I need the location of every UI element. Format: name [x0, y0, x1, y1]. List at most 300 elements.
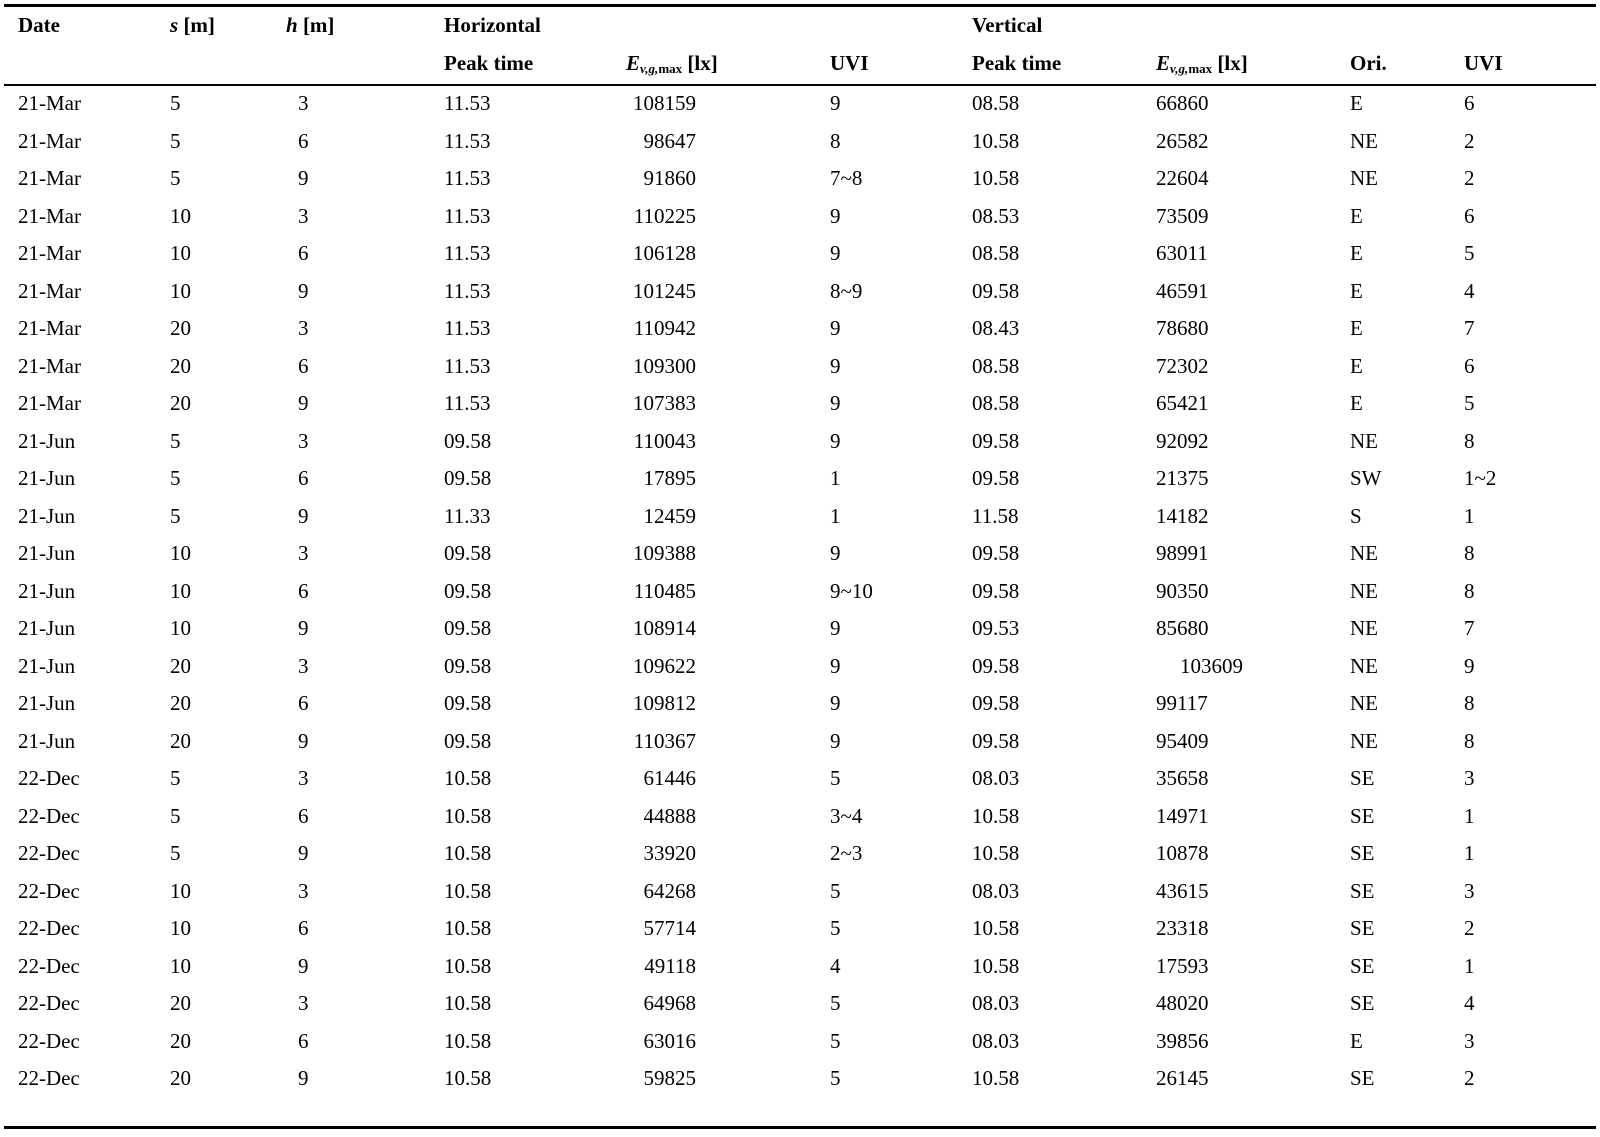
cell-h-uvi: 5 [830, 878, 841, 903]
header-v-ev-max: max [1188, 61, 1213, 76]
cell-v-peak-time: 10.58 [972, 128, 1020, 153]
cell-v-ori: E [1350, 278, 1363, 303]
cell-v-uvi: 4 [1464, 991, 1475, 1015]
header-horizontal: Horizontal [444, 13, 541, 37]
table-row [4, 759, 1596, 797]
cell-date: 21-Mar [18, 166, 81, 190]
cell-h-uvi: 1 [830, 503, 841, 528]
cell-h-uvi: 9 [830, 391, 841, 415]
cell-h: 3 [298, 203, 309, 228]
cell-h-peak-time: 09.58 [444, 578, 492, 603]
cell-h-ev: 17895 [643, 466, 696, 490]
cell-v-ori: SE [1350, 916, 1375, 940]
cell-h-ev: 110485 [633, 578, 696, 603]
cell-h-uvi: 5 [830, 1066, 841, 1090]
cell-v-peak-time: 09.58 [972, 578, 1020, 603]
cell-h: 3 [298, 316, 309, 340]
cell-h-uvi: 3~4 [830, 803, 863, 828]
cell-v-ori: S [1350, 503, 1362, 528]
cell-v-ev: 85680 [1156, 616, 1209, 640]
cell-h-peak-time: 11.53 [444, 203, 491, 228]
cell-v-ori: SW [1350, 466, 1382, 490]
cell-v-ev: 14971 [1156, 803, 1209, 828]
cell-v-peak-time: 09.58 [972, 541, 1020, 565]
cell-v-ori: SE [1350, 953, 1375, 978]
table-bottom-rule [4, 1126, 1596, 1129]
cell-h-ev: 98647 [643, 128, 696, 153]
cell-v-ev: 99117 [1156, 691, 1208, 715]
cell-date: 22-Dec [18, 953, 80, 978]
cell-h: 6 [298, 466, 309, 490]
cell-h-peak-time: 09.58 [444, 428, 492, 453]
cell-h-ev: 110225 [633, 203, 696, 228]
cell-v-ev: 14182 [1156, 503, 1209, 528]
cell-h: 3 [298, 766, 309, 790]
table-row [4, 309, 1596, 347]
cell-h-peak-time: 10.58 [444, 766, 492, 790]
table-row [4, 384, 1596, 422]
cell-v-peak-time: 09.58 [972, 691, 1020, 715]
cell-v-ori: NE [1350, 578, 1378, 603]
cell-s: 5 [170, 166, 181, 190]
cell-h-uvi: 5 [830, 766, 841, 790]
cell-v-peak-time: 08.03 [972, 1028, 1020, 1053]
cell-v-ev: 39856 [1156, 1028, 1209, 1053]
cell-h-ev: 109622 [633, 653, 696, 678]
cell-h-ev: 101245 [633, 278, 696, 303]
cell-v-peak-time: 10.58 [972, 1066, 1020, 1090]
cell-v-ev: 46591 [1156, 278, 1209, 303]
cell-s: 5 [170, 503, 181, 528]
cell-v-uvi: 1 [1464, 841, 1475, 865]
cell-v-ori: NE [1350, 653, 1378, 678]
cell-h-uvi: 8~9 [830, 278, 863, 303]
header-h-ev-subscript: v,g, [640, 61, 659, 76]
header-v-uvi: UVI [1464, 51, 1503, 75]
cell-h: 9 [298, 841, 309, 865]
cell-v-ev: 95409 [1156, 728, 1209, 753]
cell-v-peak-time: 08.43 [972, 316, 1020, 340]
cell-h-uvi: 5 [830, 916, 841, 940]
table-row [4, 497, 1596, 535]
header-h-uvi: UVI [830, 51, 869, 75]
cell-h-uvi: 8 [830, 128, 841, 153]
cell-h-peak-time: 09.58 [444, 728, 492, 753]
cell-h: 9 [298, 728, 309, 753]
cell-s: 5 [170, 803, 181, 828]
cell-h-peak-time: 11.53 [444, 278, 491, 303]
cell-s: 10 [170, 953, 191, 978]
cell-v-uvi: 1~2 [1464, 466, 1497, 490]
cell-h: 3 [298, 991, 309, 1015]
cell-h: 6 [298, 1028, 309, 1053]
cell-h-peak-time: 10.58 [444, 841, 492, 865]
cell-h: 6 [298, 353, 309, 378]
cell-date: 22-Dec [18, 1066, 80, 1090]
cell-h: 6 [298, 803, 309, 828]
cell-h: 6 [298, 916, 309, 940]
cell-v-ev: 72302 [1156, 353, 1209, 378]
table-row [4, 122, 1596, 160]
cell-v-ori: NE [1350, 428, 1378, 453]
cell-v-ori: E [1350, 1028, 1363, 1053]
cell-s: 10 [170, 241, 191, 265]
cell-date: 21-Jun [18, 428, 76, 453]
cell-v-ori: SE [1350, 991, 1375, 1015]
cell-v-uvi: 8 [1464, 728, 1475, 753]
cell-h-uvi: 9 [830, 91, 841, 115]
cell-v-uvi: 6 [1464, 203, 1475, 228]
table-row [4, 684, 1596, 722]
cell-h-ev: 33920 [643, 841, 696, 865]
header-s-symbol: s [170, 13, 179, 37]
cell-s: 10 [170, 278, 191, 303]
header-v-orientation: Ori. [1350, 51, 1387, 75]
cell-h-uvi: 7~8 [830, 166, 863, 190]
cell-date: 21-Jun [18, 466, 76, 490]
cell-date: 22-Dec [18, 841, 80, 865]
cell-v-uvi: 1 [1464, 953, 1475, 978]
cell-h: 3 [298, 541, 309, 565]
cell-h-uvi: 9 [830, 541, 841, 565]
cell-h-ev: 110942 [633, 316, 696, 340]
cell-v-uvi: 7 [1464, 316, 1475, 340]
cell-v-uvi: 1 [1464, 803, 1475, 828]
cell-v-ori: SE [1350, 841, 1375, 865]
header-h-ev-unit: [lx] [687, 51, 718, 75]
cell-v-ev: 26582 [1156, 128, 1209, 153]
table-row [4, 647, 1596, 685]
header-date: Date [18, 13, 60, 37]
cell-h-ev: 44888 [643, 803, 696, 828]
cell-s: 5 [170, 766, 181, 790]
cell-h-peak-time: 11.53 [444, 128, 491, 153]
cell-s: 5 [170, 428, 181, 453]
cell-v-ev: 23318 [1156, 916, 1209, 940]
cell-h-peak-time: 10.58 [444, 991, 492, 1015]
cell-v-ev: 21375 [1156, 466, 1209, 490]
cell-date: 21-Mar [18, 241, 81, 265]
cell-h-ev: 109300 [633, 353, 696, 378]
cell-v-uvi: 3 [1464, 1028, 1475, 1053]
cell-h-peak-time: 10.58 [444, 878, 492, 903]
cell-v-peak-time: 08.58 [972, 391, 1020, 415]
cell-v-uvi: 2 [1464, 1066, 1475, 1090]
cell-v-uvi: 3 [1464, 766, 1475, 790]
cell-v-ori: NE [1350, 691, 1378, 715]
cell-s: 5 [170, 91, 181, 115]
header-h-peak-time: Peak time [444, 51, 534, 75]
header-h-ev-max: max [658, 61, 683, 76]
cell-h: 3 [298, 878, 309, 903]
table-row [4, 159, 1596, 197]
cell-date: 22-Dec [18, 803, 80, 828]
header-s-unit: [m] [183, 13, 215, 37]
cell-v-peak-time: 08.03 [972, 991, 1020, 1015]
cell-s: 20 [170, 653, 191, 678]
table-row [4, 234, 1596, 272]
cell-h-peak-time: 09.58 [444, 653, 492, 678]
header-v-ev-subscript: v,g, [1170, 61, 1189, 76]
cell-h: 6 [298, 691, 309, 715]
cell-v-peak-time: 08.58 [972, 353, 1020, 378]
cell-v-ori: NE [1350, 166, 1378, 190]
cell-s: 10 [170, 578, 191, 603]
cell-v-ev: 22604 [1156, 166, 1209, 190]
cell-h-peak-time: 11.53 [444, 353, 491, 378]
cell-v-ev: 66860 [1156, 91, 1209, 115]
cell-h-uvi: 5 [830, 991, 841, 1015]
cell-h-peak-time: 10.58 [444, 1028, 492, 1053]
cell-h-uvi: 9 [830, 353, 841, 378]
cell-v-ori: E [1350, 391, 1363, 415]
cell-h-ev: 110367 [633, 728, 696, 753]
cell-v-peak-time: 09.53 [972, 616, 1020, 640]
header-h-illuminance [626, 44, 718, 82]
table-row [4, 272, 1596, 310]
cell-h-ev: 61446 [643, 766, 696, 790]
cell-s: 20 [170, 991, 191, 1015]
cell-h-ev: 57714 [643, 916, 696, 940]
cell-v-ori: E [1350, 241, 1363, 265]
cell-h-ev: 109388 [633, 541, 696, 565]
cell-h: 9 [298, 166, 309, 190]
table-row [4, 1022, 1596, 1060]
cell-date: 21-Jun [18, 503, 76, 528]
cell-date: 21-Mar [18, 316, 81, 340]
cell-date: 22-Dec [18, 916, 80, 940]
cell-h: 3 [298, 653, 309, 678]
header-h-ev-symbol: E [626, 51, 641, 75]
cell-v-peak-time: 08.58 [972, 241, 1020, 265]
cell-h-ev: 108159 [633, 91, 696, 115]
cell-h-ev: 91860 [643, 166, 696, 190]
cell-h: 9 [298, 278, 309, 303]
cell-s: 10 [170, 541, 191, 565]
cell-h: 9 [298, 616, 309, 640]
cell-v-ev: 65421 [1156, 391, 1209, 415]
cell-v-uvi: 8 [1464, 578, 1475, 603]
cell-date: 21-Jun [18, 616, 76, 640]
cell-h-peak-time: 11.53 [444, 166, 491, 190]
cell-v-uvi: 3 [1464, 878, 1475, 903]
cell-v-peak-time: 10.58 [972, 803, 1020, 828]
cell-h-peak-time: 11.53 [444, 391, 491, 415]
cell-h: 3 [298, 91, 309, 115]
cell-h-uvi: 9 [830, 728, 841, 753]
cell-date: 21-Mar [18, 391, 81, 415]
cell-h-ev: 110043 [633, 428, 696, 453]
header-vertical: Vertical [972, 13, 1043, 37]
header-row-2 [4, 44, 1596, 82]
cell-h-ev: 109812 [633, 691, 696, 715]
header-v-peak-time: Peak time [972, 51, 1062, 75]
header-h-unit: [m] [302, 13, 335, 37]
table-row [4, 909, 1596, 947]
cell-h-ev: 59825 [643, 1066, 696, 1090]
table-row [4, 347, 1596, 385]
cell-v-peak-time: 09.58 [972, 278, 1020, 303]
cell-s: 20 [170, 1028, 191, 1053]
cell-v-ori: SE [1350, 803, 1375, 828]
cell-h-ev: 108914 [633, 616, 696, 640]
cell-h-ev: 64268 [643, 878, 696, 903]
table-row [4, 84, 1596, 122]
cell-date: 21-Jun [18, 728, 76, 753]
cell-s: 10 [170, 616, 191, 640]
cell-h: 9 [298, 1066, 309, 1090]
cell-s: 5 [170, 841, 181, 865]
cell-date: 21-Mar [18, 353, 81, 378]
cell-v-peak-time: 10.58 [972, 953, 1020, 978]
table-row [4, 947, 1596, 985]
cell-h-uvi: 9 [830, 316, 841, 340]
table-row [4, 872, 1596, 910]
cell-h-ev: 106128 [633, 241, 696, 265]
cell-v-peak-time: 10.58 [972, 841, 1020, 865]
cell-v-ori: NE [1350, 128, 1378, 153]
cell-v-ori: NE [1350, 728, 1378, 753]
cell-date: 22-Dec [18, 878, 80, 903]
cell-v-peak-time: 09.58 [972, 428, 1020, 453]
cell-v-ori: E [1350, 203, 1363, 228]
cell-h: 3 [298, 428, 309, 453]
cell-v-uvi: 2 [1464, 916, 1475, 940]
cell-date: 21-Jun [18, 691, 76, 715]
cell-h-ev: 107383 [633, 391, 696, 415]
cell-v-uvi: 8 [1464, 691, 1475, 715]
cell-s: 10 [170, 916, 191, 940]
cell-v-uvi: 2 [1464, 128, 1475, 153]
cell-v-ev: 10878 [1156, 841, 1209, 865]
cell-v-ori: E [1350, 316, 1363, 340]
cell-h: 9 [298, 391, 309, 415]
cell-v-peak-time: 09.58 [972, 728, 1020, 753]
cell-h-uvi: 9 [830, 653, 841, 678]
cell-v-peak-time: 09.58 [972, 466, 1020, 490]
cell-v-uvi: 6 [1464, 353, 1475, 378]
cell-h-peak-time: 11.33 [444, 503, 491, 528]
cell-v-peak-time: 08.03 [972, 878, 1020, 903]
table-row [4, 834, 1596, 872]
table-row [4, 459, 1596, 497]
cell-v-peak-time: 08.53 [972, 203, 1020, 228]
cell-v-ori: SE [1350, 766, 1375, 790]
cell-h-ev: 49118 [644, 953, 696, 978]
cell-v-ori: NE [1350, 616, 1378, 640]
cell-h-peak-time: 11.53 [444, 316, 491, 340]
cell-h: 6 [298, 128, 309, 153]
cell-s: 20 [170, 316, 191, 340]
cell-v-ev: 63011 [1156, 241, 1208, 265]
cell-v-peak-time: 09.58 [972, 653, 1020, 678]
cell-h-uvi: 1 [830, 466, 841, 490]
cell-h-uvi: 9 [830, 428, 841, 453]
cell-h-peak-time: 10.58 [444, 916, 492, 940]
cell-h-peak-time: 09.58 [444, 541, 492, 565]
cell-v-uvi: 5 [1464, 241, 1475, 265]
cell-s: 10 [170, 878, 191, 903]
cell-h-uvi: 9 [830, 203, 841, 228]
cell-date: 21-Jun [18, 653, 76, 678]
cell-s: 20 [170, 691, 191, 715]
table-row [4, 534, 1596, 572]
table-row [4, 797, 1596, 835]
cell-v-uvi: 1 [1464, 503, 1475, 528]
cell-v-ev: 98991 [1156, 541, 1209, 565]
cell-h-uvi: 9~10 [830, 578, 873, 603]
cell-date: 22-Dec [18, 766, 80, 790]
cell-h-uvi: 9 [830, 691, 841, 715]
header-s [170, 6, 215, 44]
cell-v-ori: SE [1350, 1066, 1375, 1090]
cell-s: 5 [170, 128, 181, 153]
cell-v-peak-time: 08.58 [972, 91, 1020, 115]
table-row [4, 722, 1596, 760]
table-row [4, 197, 1596, 235]
cell-h-peak-time: 11.53 [444, 91, 491, 115]
table-row [4, 609, 1596, 647]
header-row-1 [4, 6, 1596, 44]
cell-date: 21-Jun [18, 541, 76, 565]
cell-s: 20 [170, 1066, 191, 1090]
table-row [4, 572, 1596, 610]
cell-v-ev: 90350 [1156, 578, 1209, 603]
cell-v-ev: 26145 [1156, 1066, 1209, 1090]
cell-v-peak-time: 10.58 [972, 166, 1020, 190]
cell-date: 22-Dec [18, 1028, 80, 1053]
cell-h-peak-time: 09.58 [444, 691, 492, 715]
cell-h-peak-time: 10.58 [444, 953, 492, 978]
cell-v-ev: 48020 [1156, 991, 1209, 1015]
cell-h-ev: 64968 [643, 991, 696, 1015]
cell-v-ori: E [1350, 91, 1363, 115]
cell-s: 5 [170, 466, 181, 490]
cell-v-uvi: 6 [1464, 91, 1475, 115]
cell-v-ori: NE [1350, 541, 1378, 565]
cell-v-ev: 17593 [1156, 953, 1209, 978]
cell-h: 6 [298, 241, 309, 265]
cell-v-uvi: 5 [1464, 391, 1475, 415]
cell-v-uvi: 2 [1464, 166, 1475, 190]
cell-h-ev: 12459 [643, 503, 696, 528]
cell-h-uvi: 9 [830, 241, 841, 265]
cell-v-peak-time: 10.58 [972, 916, 1020, 940]
header-v-ev-symbol: E [1156, 51, 1171, 75]
cell-h: 6 [298, 578, 309, 603]
cell-h: 9 [298, 953, 309, 978]
cell-h-peak-time: 11.53 [444, 241, 491, 265]
cell-v-ev: 43615 [1156, 878, 1209, 903]
cell-h-uvi: 9 [830, 616, 841, 640]
cell-h-peak-time: 09.58 [444, 466, 492, 490]
cell-v-ori: SE [1350, 878, 1375, 903]
header-h [286, 6, 334, 44]
cell-date: 22-Dec [18, 991, 80, 1015]
table-row [4, 984, 1596, 1022]
cell-v-uvi: 8 [1464, 541, 1475, 565]
cell-date: 21-Mar [18, 278, 81, 303]
header-v-ev-unit: [lx] [1217, 51, 1248, 75]
cell-s: 20 [170, 391, 191, 415]
cell-h-uvi: 2~3 [830, 841, 863, 865]
cell-v-peak-time: 08.03 [972, 766, 1020, 790]
header-v-illuminance [1156, 44, 1248, 82]
cell-h-peak-time: 10.58 [444, 1066, 492, 1090]
cell-v-ev: 35658 [1156, 766, 1209, 790]
cell-date: 21-Mar [18, 203, 81, 228]
cell-v-uvi: 8 [1464, 428, 1475, 453]
